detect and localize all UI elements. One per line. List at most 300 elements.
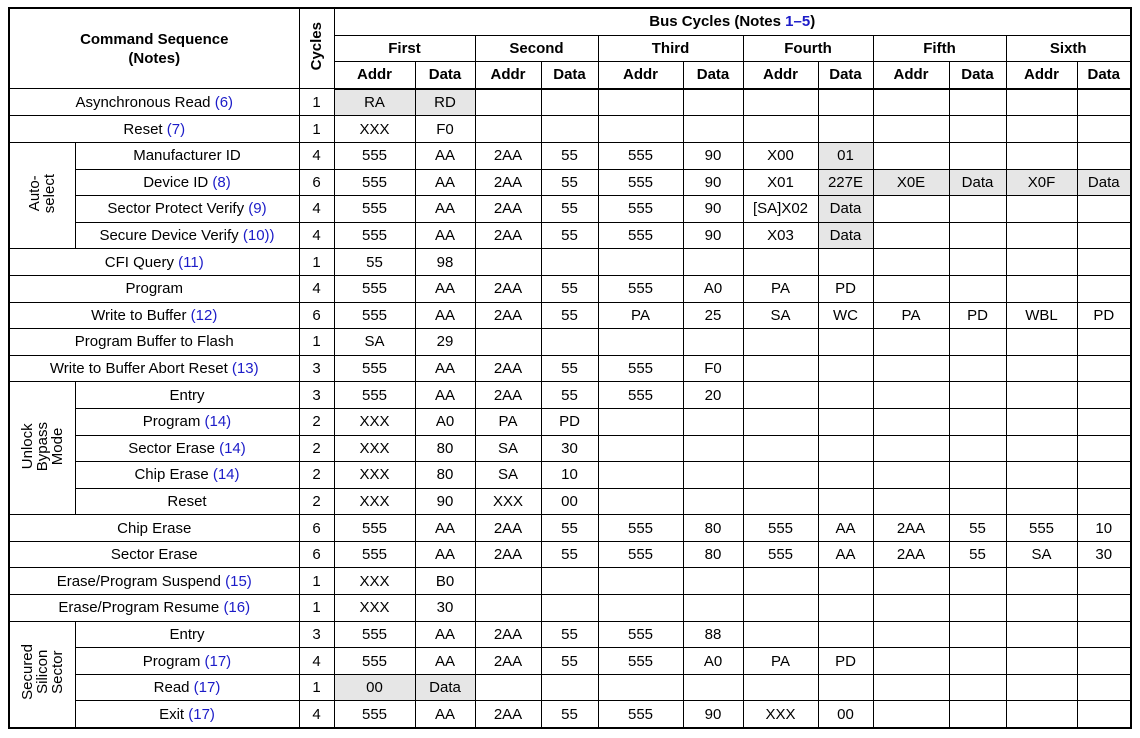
addr-cell <box>598 249 683 276</box>
data-cell <box>1077 648 1131 675</box>
data-cell: 55 <box>541 648 598 675</box>
data-cell <box>818 355 873 382</box>
command-name: Manufacturer ID <box>133 147 241 165</box>
data-header: Data <box>1077 62 1131 89</box>
data-cell: 10 <box>541 462 598 489</box>
data-cell <box>1077 674 1131 701</box>
cycle-sixth-header: Sixth <box>1006 35 1131 62</box>
addr-cell: 555 <box>334 222 415 249</box>
command-name-cell <box>75 222 299 249</box>
addr-cell: 00 <box>334 674 415 701</box>
addr-cell <box>475 674 541 701</box>
note-reference-link[interactable]: (17) <box>204 652 232 670</box>
addr-cell <box>1006 249 1077 276</box>
addr-cell: 555 <box>598 275 683 302</box>
addr-cell <box>743 116 818 143</box>
secured-silicon-group-label <box>9 621 75 728</box>
data-cell: AA <box>415 142 475 169</box>
addr-cell <box>743 595 818 622</box>
addr-cell <box>1006 648 1077 675</box>
command-name-cell <box>9 355 299 382</box>
addr-cell: 2AA <box>475 701 541 728</box>
addr-cell: 555 <box>334 382 415 409</box>
note-reference-link[interactable]: (7) <box>166 120 186 138</box>
addr-cell <box>873 462 949 489</box>
data-cell: 90 <box>683 142 743 169</box>
cycles-cell: 1 <box>299 329 334 356</box>
command-name: Program Buffer to Flash <box>74 333 234 351</box>
command-name-cell <box>75 435 299 462</box>
data-cell <box>683 89 743 116</box>
command-name: Secure Device Verify <box>99 227 239 245</box>
data-cell: PD <box>818 648 873 675</box>
data-cell <box>683 329 743 356</box>
data-cell <box>1077 382 1131 409</box>
cycles-cell: 1 <box>299 595 334 622</box>
data-cell <box>949 488 1006 515</box>
table-row <box>9 142 1131 169</box>
data-cell <box>949 674 1006 701</box>
data-cell <box>949 275 1006 302</box>
data-cell: AA <box>415 302 475 329</box>
note-reference-link[interactable]: (14) <box>219 439 246 457</box>
group-label-line: Bypass <box>33 421 51 471</box>
cycles-cell: 2 <box>299 435 334 462</box>
addr-cell: PA <box>873 302 949 329</box>
addr-cell: PA <box>743 275 818 302</box>
addr-cell <box>475 89 541 116</box>
cycles-cell: 4 <box>299 196 334 223</box>
data-cell <box>683 408 743 435</box>
cycle-third-header: Third <box>598 35 743 62</box>
data-cell: 55 <box>541 515 598 542</box>
command-name-cell <box>75 169 299 196</box>
data-cell <box>949 595 1006 622</box>
data-cell <box>818 249 873 276</box>
addr-cell: WBL <box>1006 302 1077 329</box>
data-cell: AA <box>415 222 475 249</box>
data-cell <box>949 196 1006 223</box>
note-reference-link[interactable]: (13) <box>231 360 259 378</box>
table-row <box>9 568 1131 595</box>
addr-cell: 555 <box>334 355 415 382</box>
table-row <box>9 621 1131 648</box>
table-row <box>9 329 1131 356</box>
table-row <box>9 674 1131 701</box>
note-reference-link[interactable]: (17) <box>193 679 221 697</box>
command-name: Entry <box>169 625 205 643</box>
data-cell <box>683 674 743 701</box>
note-reference-link[interactable]: (12) <box>190 306 218 324</box>
data-cell: 90 <box>683 196 743 223</box>
addr-cell: 2AA <box>873 541 949 568</box>
data-cell: Data <box>415 674 475 701</box>
addr-cell: 555 <box>334 302 415 329</box>
data-cell <box>949 89 1006 116</box>
data-cell <box>818 568 873 595</box>
data-cell <box>1077 196 1131 223</box>
command-name-cell <box>75 701 299 728</box>
addr-cell <box>743 408 818 435</box>
command-table-body <box>9 89 1131 728</box>
command-name: Exit <box>159 705 185 723</box>
addr-cell: PA <box>743 648 818 675</box>
addr-cell <box>598 116 683 143</box>
group-label-line: Sector <box>48 650 66 695</box>
addr-cell: 555 <box>598 222 683 249</box>
addr-cell: XXX <box>334 408 415 435</box>
addr-cell: SA <box>334 329 415 356</box>
note-reference-link[interactable]: (15) <box>225 572 252 590</box>
data-cell: 98 <box>415 249 475 276</box>
data-cell <box>949 249 1006 276</box>
data-cell: B0 <box>415 568 475 595</box>
command-name: Reset <box>123 120 163 138</box>
command-name-cell <box>75 196 299 223</box>
addr-cell: 555 <box>334 621 415 648</box>
table-row <box>9 116 1131 143</box>
command-name-cell <box>9 89 299 116</box>
addr-cell: 2AA <box>873 515 949 542</box>
addr-cell <box>743 355 818 382</box>
addr-cell <box>743 621 818 648</box>
addr-cell <box>598 329 683 356</box>
addr-cell <box>873 89 949 116</box>
data-cell <box>683 488 743 515</box>
table-row <box>9 222 1131 249</box>
data-cell: PD <box>818 275 873 302</box>
cycles-cell: 6 <box>299 169 334 196</box>
addr-cell: X01 <box>743 169 818 196</box>
data-cell <box>541 568 598 595</box>
addr-header: Addr <box>334 62 415 89</box>
data-cell: 55 <box>541 302 598 329</box>
cycles-cell: 6 <box>299 302 334 329</box>
addr-cell <box>1006 435 1077 462</box>
data-cell: 88 <box>683 621 743 648</box>
command-name-cell <box>9 541 299 568</box>
table-row <box>9 382 1131 409</box>
addr-cell: 2AA <box>475 515 541 542</box>
addr-cell: 2AA <box>475 196 541 223</box>
addr-cell <box>873 249 949 276</box>
table-row <box>9 355 1131 382</box>
data-cell: 55 <box>541 541 598 568</box>
data-cell <box>683 568 743 595</box>
addr-cell: XXX <box>475 488 541 515</box>
data-cell: 01 <box>818 142 873 169</box>
data-cell <box>949 408 1006 435</box>
addr-cell: 555 <box>598 648 683 675</box>
cycle-fifth-header: Fifth <box>873 35 1006 62</box>
data-cell <box>1077 408 1131 435</box>
data-cell <box>949 329 1006 356</box>
notes-label: (Notes) <box>128 49 181 67</box>
data-cell <box>949 648 1006 675</box>
addr-cell: 2AA <box>475 355 541 382</box>
addr-cell <box>1006 595 1077 622</box>
group-label-line: Auto- <box>26 175 44 212</box>
addr-cell: 555 <box>334 142 415 169</box>
addr-cell: 555 <box>334 648 415 675</box>
data-cell <box>683 116 743 143</box>
data-header: Data <box>818 62 873 89</box>
data-cell <box>818 435 873 462</box>
data-cell <box>1077 329 1131 356</box>
addr-cell: 2AA <box>475 621 541 648</box>
data-cell <box>1077 275 1131 302</box>
unlock-bypass-group-label <box>9 382 75 515</box>
command-name: Program <box>142 652 201 670</box>
bus-cycles-note-link[interactable]: 1 <box>785 13 794 31</box>
note-reference-link[interactable]: (10)) <box>242 227 275 245</box>
addr-cell <box>475 568 541 595</box>
data-cell: RD <box>415 89 475 116</box>
data-cell: A0 <box>415 408 475 435</box>
addr-cell: 555 <box>598 621 683 648</box>
addr-cell: SA <box>475 435 541 462</box>
table-row <box>9 275 1131 302</box>
cycles-cell: 4 <box>299 222 334 249</box>
data-cell: 90 <box>415 488 475 515</box>
command-name-cell <box>75 382 299 409</box>
bus-cycles-dash: – <box>793 13 802 31</box>
addr-cell <box>743 435 818 462</box>
data-cell: 25 <box>683 302 743 329</box>
data-header: Data <box>415 62 475 89</box>
data-cell: Data <box>1077 169 1131 196</box>
cycles-cell: 1 <box>299 674 334 701</box>
addr-header: Addr <box>475 62 541 89</box>
command-name: Erase/Program Suspend <box>56 572 221 590</box>
addr-cell <box>598 674 683 701</box>
data-cell: 55 <box>541 382 598 409</box>
data-cell <box>541 595 598 622</box>
addr-cell <box>873 408 949 435</box>
data-cell <box>949 116 1006 143</box>
note-reference-link[interactable]: (11) <box>178 253 204 271</box>
data-cell: Data <box>818 222 873 249</box>
command-definitions-table <box>8 7 1132 729</box>
cycles-cell: 3 <box>299 382 334 409</box>
bus-cycles-note-link[interactable]: 5 <box>801 13 811 31</box>
addr-cell: 555 <box>334 541 415 568</box>
data-cell <box>541 89 598 116</box>
command-name: Program <box>125 280 184 298</box>
data-cell <box>949 355 1006 382</box>
command-name-cell <box>9 249 299 276</box>
data-cell: PD <box>949 302 1006 329</box>
data-cell: AA <box>415 355 475 382</box>
data-cell <box>1077 116 1131 143</box>
data-cell: WC <box>818 302 873 329</box>
cycle-second-header: Second <box>475 35 598 62</box>
addr-cell <box>873 222 949 249</box>
data-cell: 55 <box>541 701 598 728</box>
cycles-label: Cycles <box>308 22 325 71</box>
data-cell: 30 <box>415 595 475 622</box>
data-cell <box>949 701 1006 728</box>
command-name: Sector Erase <box>110 546 198 564</box>
addr-cell <box>1006 89 1077 116</box>
bus-cycles-header <box>334 8 1131 35</box>
addr-cell: RA <box>334 89 415 116</box>
command-name: Sector Protect Verify <box>107 200 245 218</box>
data-cell: 80 <box>683 515 743 542</box>
data-cell: 80 <box>683 541 743 568</box>
addr-cell <box>1006 621 1077 648</box>
addr-cell: X0E <box>873 169 949 196</box>
addr-cell: PA <box>475 408 541 435</box>
table-row <box>9 302 1131 329</box>
addr-cell: XXX <box>334 595 415 622</box>
table-row <box>9 169 1131 196</box>
addr-cell <box>873 488 949 515</box>
data-cell <box>683 595 743 622</box>
data-cell <box>541 249 598 276</box>
note-reference-link[interactable]: (9) <box>248 200 267 218</box>
addr-cell: X0F <box>1006 169 1077 196</box>
data-cell: AA <box>415 621 475 648</box>
data-cell: AA <box>415 169 475 196</box>
note-reference-link[interactable]: (16) <box>223 599 251 617</box>
data-cell <box>818 408 873 435</box>
addr-cell: 555 <box>598 355 683 382</box>
data-cell <box>1077 435 1131 462</box>
data-cell: 55 <box>541 142 598 169</box>
data-cell: 55 <box>541 169 598 196</box>
table-row <box>9 648 1131 675</box>
command-name-cell <box>75 462 299 489</box>
data-cell <box>818 116 873 143</box>
data-header: Data <box>949 62 1006 89</box>
addr-cell <box>598 595 683 622</box>
addr-cell: SA <box>1006 541 1077 568</box>
addr-cell <box>743 89 818 116</box>
addr-cell: 555 <box>598 196 683 223</box>
data-cell <box>818 621 873 648</box>
addr-cell <box>873 329 949 356</box>
data-cell: 80 <box>415 435 475 462</box>
addr-cell <box>1006 462 1077 489</box>
command-sequence-header <box>9 8 299 89</box>
data-cell <box>818 329 873 356</box>
command-name: CFI Query <box>104 253 174 271</box>
data-cell: AA <box>818 541 873 568</box>
data-cell: 227E <box>818 169 873 196</box>
addr-cell: 555 <box>334 275 415 302</box>
data-cell <box>541 329 598 356</box>
data-cell: AA <box>818 515 873 542</box>
addr-cell <box>873 674 949 701</box>
data-cell <box>818 382 873 409</box>
note-reference-link[interactable]: (14) <box>212 466 240 484</box>
command-name: Chip Erase <box>134 466 209 484</box>
addr-cell <box>743 382 818 409</box>
command-name: Erase/Program Resume <box>58 599 220 617</box>
data-cell <box>1077 488 1131 515</box>
addr-cell: 2AA <box>475 169 541 196</box>
command-name-cell <box>9 302 299 329</box>
command-name-cell <box>75 408 299 435</box>
data-cell: 29 <box>415 329 475 356</box>
command-name-cell <box>75 648 299 675</box>
data-cell <box>1077 568 1131 595</box>
command-name-cell <box>9 116 299 143</box>
unlock-bypass-group-label-text <box>20 422 65 471</box>
data-cell: 00 <box>541 488 598 515</box>
data-cell: 90 <box>683 222 743 249</box>
cycles-cell: 3 <box>299 621 334 648</box>
note-reference-link[interactable]: (6) <box>214 93 234 111</box>
command-name: Sector Erase <box>128 439 215 457</box>
command-name-cell <box>75 488 299 515</box>
addr-cell <box>1006 275 1077 302</box>
group-label-line: Silicon <box>33 650 51 695</box>
group-label-line: Secured <box>18 644 36 701</box>
table-row <box>9 488 1131 515</box>
data-cell <box>818 89 873 116</box>
cycles-cell: 2 <box>299 462 334 489</box>
addr-header: Addr <box>1006 62 1077 89</box>
addr-cell: 2AA <box>475 541 541 568</box>
addr-cell: 555 <box>334 169 415 196</box>
command-name: Reset <box>167 492 207 510</box>
data-cell: AA <box>415 541 475 568</box>
addr-cell <box>873 568 949 595</box>
note-reference-link[interactable]: (8) <box>212 173 231 191</box>
data-cell <box>949 142 1006 169</box>
addr-cell: X03 <box>743 222 818 249</box>
addr-cell: 555 <box>598 541 683 568</box>
table-row <box>9 89 1131 116</box>
data-cell: F0 <box>683 355 743 382</box>
addr-cell: 555 <box>598 382 683 409</box>
data-cell: 55 <box>541 222 598 249</box>
addr-cell: 555 <box>743 541 818 568</box>
command-name-cell <box>9 595 299 622</box>
data-cell <box>541 674 598 701</box>
command-name-cell <box>75 674 299 701</box>
data-cell <box>1077 355 1131 382</box>
data-cell <box>1077 621 1131 648</box>
note-reference-link[interactable]: (14) <box>204 413 232 431</box>
addr-cell <box>743 568 818 595</box>
addr-cell <box>873 142 949 169</box>
data-header: Data <box>541 62 598 89</box>
autoselect-group-label <box>9 142 75 248</box>
cycles-cell: 6 <box>299 541 334 568</box>
data-cell: AA <box>415 382 475 409</box>
cycles-cell: 2 <box>299 488 334 515</box>
data-cell <box>1077 462 1131 489</box>
data-cell <box>1077 249 1131 276</box>
addr-cell: 555 <box>598 701 683 728</box>
addr-cell <box>475 116 541 143</box>
cycles-cell: 1 <box>299 568 334 595</box>
addr-cell: XXX <box>743 701 818 728</box>
bus-cycles-suffix: ) <box>810 13 816 31</box>
addr-cell <box>475 595 541 622</box>
data-header: Data <box>683 62 743 89</box>
command-name-cell <box>9 515 299 542</box>
data-cell: A0 <box>683 275 743 302</box>
note-reference-link[interactable]: (17) <box>188 705 215 723</box>
addr-cell <box>598 462 683 489</box>
cycles-cell: 2 <box>299 408 334 435</box>
addr-cell: XXX <box>334 462 415 489</box>
addr-cell: 555 <box>598 169 683 196</box>
